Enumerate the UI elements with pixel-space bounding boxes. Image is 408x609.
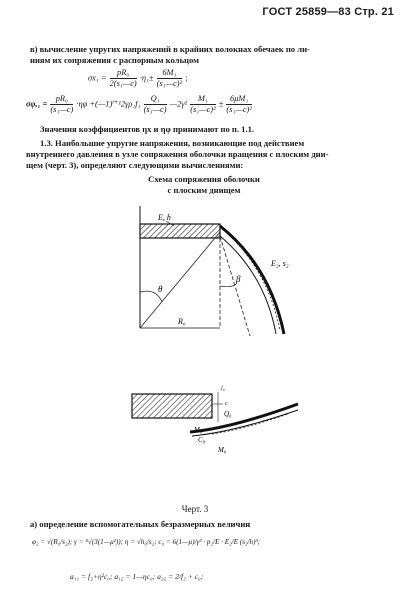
equation-sigma-phi: σφ,₁ = $\frac{\text{pR₀}}{\text{(s₁—c)}}$ ·ηφ +(—1)ⁱ⁺¹2γρ₁f₁ $\frac{\text{Q₁}}{\text{(s₁—c)}}$ —2γ² $\frac{\text{M₁}}{\text{(s₁—c)²}}$ ± $\frac{\text{6μM₁}}{\text{(s₁—c)²}}$ bbox=[26, 94, 252, 114]
joint-detail-diagram bbox=[112, 374, 304, 458]
figure-title-line1: Схема сопряжения оболочки bbox=[148, 174, 260, 184]
coefficient-note: Значения коэффициентов ηx и ηφ принимают по п. 1.1. bbox=[40, 124, 255, 134]
section-b-line1: в) вычисление упругих напряжений в крайних волокнах обечаек по ли- bbox=[30, 44, 310, 54]
section-b-line2: ниям их сопряжения с распорным кольцом bbox=[30, 55, 199, 65]
joint-scheme-diagram bbox=[100, 196, 340, 338]
label-M0-lower: M₀ bbox=[218, 446, 227, 454]
equation-phi: φ₂ = √(R₀/s₂); γ = ⁴√(3(1—μ²)); η = √h₀/s₂; c₀ = 6(1—μ)/γ³ · p₂/E · E₂/E (s₂/h)³; bbox=[32, 538, 261, 546]
para-1-3-line3: щем (черт. 3), определяют следующими вычислениями: bbox=[26, 160, 244, 170]
para-1-3-line2: внутреннего давления в узле сопряжения оболочки вращения с плоским дни- bbox=[26, 149, 329, 159]
figure-caption: Черт. 3 bbox=[181, 504, 209, 514]
equation-sigma-x: σx₁ = $\frac{\text{pR₀}}{\text{2(s₁—c)}}$ ·η₁± $\frac{\text{6M₁}}{\text{(s₁—c)²}}$ ; bbox=[88, 68, 188, 88]
label-E-h: E, h bbox=[158, 213, 171, 222]
label-beta: β bbox=[236, 274, 241, 284]
label-l0: l₀ bbox=[221, 386, 225, 392]
figure-title-line2: с плоским днищем bbox=[167, 185, 241, 195]
page-header: ГОСТ 25859—83 Стр. 21 bbox=[262, 6, 394, 18]
label-Q0: Q₀ bbox=[224, 410, 232, 418]
equation-a-coefficients: a₁₁ = f₂+η²c₀; a₁₂ = 1—ηc₀; a₂₂ = 2/f₂ + c₀; bbox=[70, 572, 204, 581]
para-1-3-line1: 1.3. Наибольшие упругие напряжения, возникающие под действием bbox=[40, 138, 305, 148]
label-E2-s2: E₂, s₂ bbox=[271, 259, 289, 268]
section-a-line: а) определение вспомогательных безразмерных величин bbox=[30, 519, 251, 529]
label-R0: R₀ bbox=[178, 317, 186, 326]
label-C0: C₀ bbox=[198, 436, 206, 444]
label-c: c bbox=[225, 401, 228, 407]
label-M0: M₀ bbox=[194, 426, 203, 434]
label-theta: θ bbox=[158, 284, 163, 294]
